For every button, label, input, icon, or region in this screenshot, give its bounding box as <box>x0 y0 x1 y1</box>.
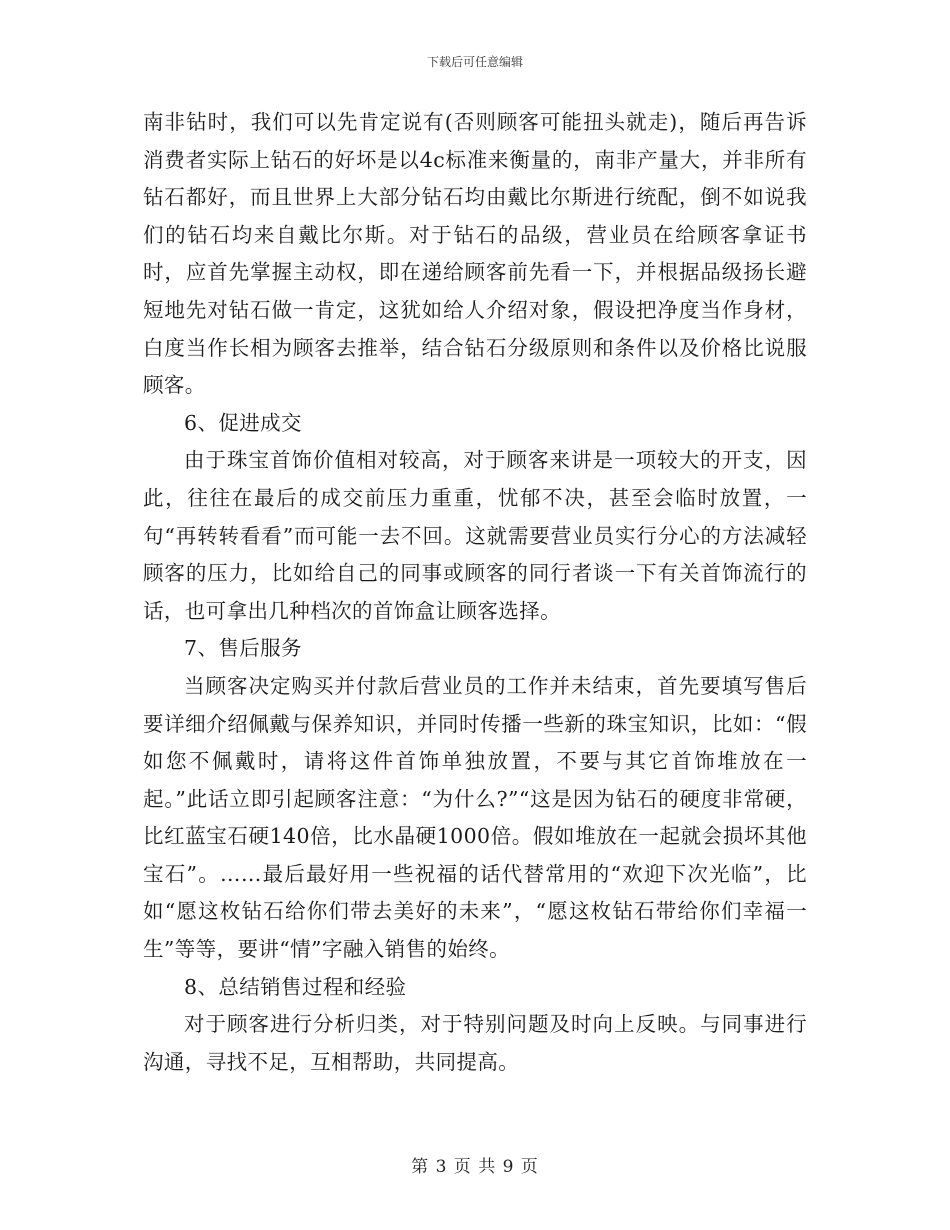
paragraph-diamond-origin: 南非钻时，我们可以先肯定说有(否则顾客可能扭头就走)，随后再告诉消费者实际上钻石的好坏是以4c标准来衡量的，南非产量大，并非所有钻石都好，而且世界上大部分钻石均由戴比尔斯进行统配，倒不如说我们的钻石均来自戴比尔斯。对于钻石的品级，营业员在给顾客拿证书时，应首先掌握主动权，即在递给顾客前先看一下，并根据品级扬长避短地先对钻石做一肯定，这犹如给人介绍对象，假设把净度当作身材，白度当作长相为顾客去推举，结合钻石分级原则和条件以及价格比说服顾客。 <box>143 110 807 398</box>
paragraph-after-sales: 当顾客决定购买并付款后营业员的工作并未结束，首先要填写售后要详细介绍佩戴与保养知识，并同时传播一些新的珠宝知识，比如：“假如您不佩戴时，请将这件首饰单独放置，不要与其它首饰堆放在一起。”此话立即引起顾客注意：“为什么?”“这是因为钻石的硬度非常硬，比红蓝宝石硬140倍，比水晶硬1000倍。假如堆放在一起就会损坏其他宝石”。……最后最好用一些祝福的话代替常用的“欢迎下次光临”，比如“愿这枚钻石给你们带去美好的未来”，“愿这枚钻石带给你们幸福一生”等等，要讲“情”字融入销售的始终。 <box>143 673 807 962</box>
document-body <box>143 104 807 1081</box>
page-number-footer: 第 3 页 共 9 页 <box>411 1157 539 1177</box>
paragraph-summary: 对于顾客进行分析归类，对于特别问题及时向上反映。与同事进行沟通，寻找不足，互相帮助，共同提高。 <box>143 1012 807 1074</box>
section-heading-summary: 8、总结销售过程和经验 <box>184 974 407 999</box>
page-header: 下载后可任意编辑 <box>426 55 523 69</box>
paragraph-close-deal: 由于珠宝首饰价值相对较高，对于顾客来讲是一项较大的开支，因此，往往在最后的成交前压力重重，忧郁不决，甚至会临时放置，一句“再转转看看”而可能一去不回。这就需要营业员实行分心的方法减轻顾客的压力，比如给自己的同事或顾客的同行者谈一下有关首饰流行的话，也可拿出几种档次的首饰盒让顾客选择。 <box>143 448 807 623</box>
section-heading-close-deal: 6、促进成交 <box>184 410 302 435</box>
section-heading-after-sales: 7、售后服务 <box>184 636 302 661</box>
